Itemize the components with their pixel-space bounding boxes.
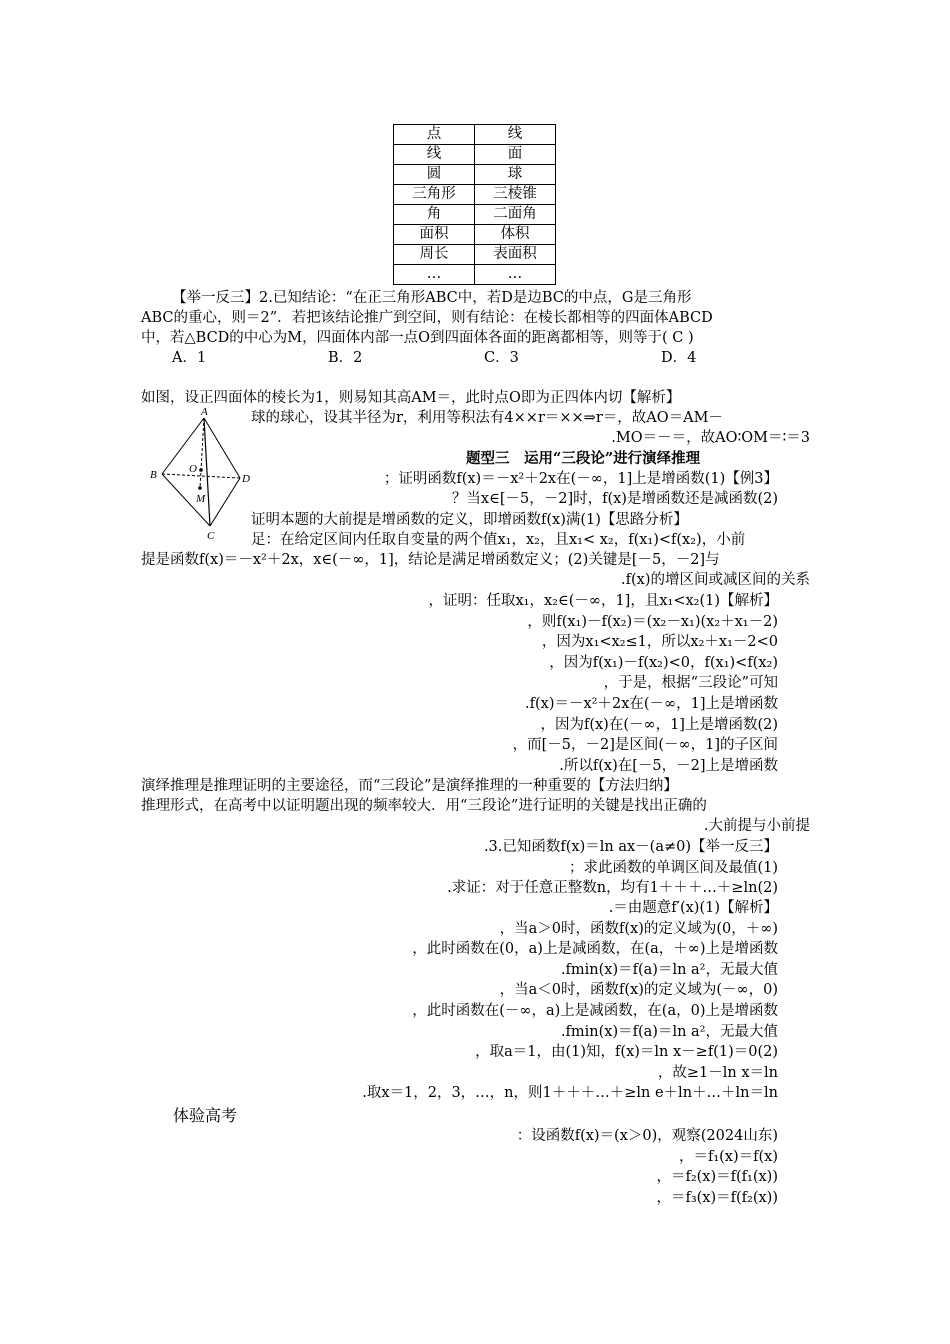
sol2-line2: 球的球心，设其半径为r，利用等积法有4××r＝××⇒r＝，故AO＝AM－ [251, 410, 723, 426]
analysis3-line4: .f(x)的增区间或减区间的关系 [621, 572, 810, 588]
ex2-option-d: D．4 [661, 350, 697, 366]
method-line3: .大前提与小前提 [703, 818, 810, 834]
ex2-option-c: C．3 [484, 350, 519, 366]
figure-label-a: A [201, 406, 208, 418]
analogy-row [394, 245, 556, 265]
sol4-line: ，当a＞0时，函数f(x)的定义域为(0，＋∞) [499, 920, 778, 937]
analogy-row [394, 145, 556, 165]
ex2-line2: ABC的重心，则＝2”．若把该结论推广到空间，则有结论：在棱长都相等的四面体ABCD [141, 310, 713, 326]
exam-line: ，＝f₃(x)＝f(f₂(x)) [656, 1189, 778, 1206]
analogy-plane-cell: 点 [394, 125, 475, 145]
analysis3-line2: 足：在给定区间内任取自变量的两个值x₁，x₂，且x₁< x₂，f(x₁)<f(x₂)，小前 [251, 532, 746, 548]
analogy-space-cell: 球 [475, 165, 556, 185]
analysis3-line3: 提是函数f(x)＝－x²＋2x，x∈(－∞，1]，结论是满足增函数定义；(2)关键是[－5，－2]与 [141, 552, 720, 568]
sol4-line: .取x＝1，2，3，…，n，则1＋＋＋…＋≥ln e＋ln＋…＋ln＝ln [362, 1085, 778, 1102]
sol4-line: .fmin(x)＝f(a)＝ln a²，无最大值 [560, 961, 778, 978]
analogy-space-cell: … [475, 265, 556, 285]
ex2-option-b: B．2 [328, 350, 363, 366]
exam-line: ，＝f₂(x)＝f(f₁(x)) [656, 1169, 778, 1186]
figure-label-c: C [207, 530, 215, 542]
proof3-line: .所以f(x)在[－5，－2]上是增函数 [559, 757, 778, 774]
sol2-line1: 如图，设正四面体的棱长为1，则易知其高AM＝，此时点O即为正四体内切【解析】 [141, 390, 681, 406]
sol4-line: ，取a＝1，由(1)知，f(x)＝ln x－≥f(1)＝0(2) [475, 1044, 778, 1061]
analogy-plane-cell: 线 [394, 145, 475, 165]
figure-label-m: M [196, 493, 206, 505]
ex3-line2: ？当x∈[－5，－2]时，f(x)是增函数还是减函数(2) [451, 491, 778, 507]
analogy-plane-cell: 面积 [394, 225, 475, 245]
analogy-space-cell: 线 [475, 125, 556, 145]
ex2-line3: 中，若△BCD的中心为M，四面体内部一点O到四面体各面的距离都相等，则等于( C ) [141, 330, 694, 346]
analogy-plane-cell: … [394, 265, 475, 285]
exam-line: ：设函数f(x)＝(x＞0)，观察(2024山东) [516, 1128, 778, 1144]
ex4-line: .求证：对于任意正整数n，均有1＋＋＋…＋≥ln(2) [447, 880, 778, 897]
analogy-space-cell: 面 [475, 145, 556, 165]
analogy-space-cell: 表面积 [475, 245, 556, 265]
analogy-space-cell: 二面角 [475, 205, 556, 225]
proof3-line: .f(x)＝－x²＋2x在(－∞，1]上是增函数 [525, 696, 778, 712]
sol4-line: ，当a＜0时，函数f(x)的定义域为(－∞，0) [499, 982, 778, 999]
analogy-row [394, 265, 556, 285]
proof3-line: ，因为x₁<x₂≤1，所以x₂＋x₁－2<0 [541, 634, 778, 651]
ex2-line1: 【举一反三】2.已知结论：“在正三角形ABC中，若D是边BC的中点，G是三角形 [172, 290, 692, 306]
analogy-row [394, 225, 556, 245]
sol2-line3: .MO＝－＝，故AO∶OM＝∶＝3 [611, 430, 810, 446]
analogy-row [394, 185, 556, 205]
ex4-line: ；求此函数的单调区间及最值(1) [568, 859, 778, 876]
analogy-space-cell: 体积 [475, 225, 556, 245]
sol4-line: ，此时函数在(0，a)上是减函数，在(a，＋∞)上是增函数 [412, 941, 778, 958]
ex3-line1: ；证明函数f(x)＝－x²＋2x在(－∞，1]上是增函数(1)【例3】 [383, 471, 778, 487]
ex4-line: .3.已知函数f(x)＝ln ax－(a≠0)【举一反三】 [483, 839, 778, 855]
analogy-plane-cell: 圆 [394, 165, 475, 185]
proof3-line: ，则f(x₁)－f(x₂)＝(x₂－x₁)(x₂＋x₁－2) [527, 613, 778, 630]
proof3-line: ，因为f(x)在(－∞，1]上是增函数(2) [540, 716, 778, 733]
figure-label-b: B [150, 469, 157, 481]
exam-line: ，＝f₁(x)＝f(x) [678, 1148, 778, 1165]
analogy-row [394, 125, 556, 145]
figure-label-o: O [189, 463, 197, 475]
analogy-row [394, 165, 556, 185]
analogy-plane-cell: 角 [394, 205, 475, 225]
sol4-line: .＝由题意f′(x)(1)【解析】 [608, 900, 778, 916]
sol4-line: ，此时函数在(－∞，a)上是减函数，在(a，0)上是增函数 [412, 1003, 778, 1019]
ex2-option-a: A．1 [172, 350, 207, 366]
analogy-row [394, 205, 556, 225]
figure-label-d: D [242, 473, 250, 485]
analysis3-line1: 证明本题的大前提是增函数的定义，即增函数f(x)满(1)【思路分析】 [251, 512, 688, 528]
tetrahedron-figure [142, 402, 254, 542]
method-line1: 演绎推理是推理证明的主要途径，而“三段论”是演绎推理的一种重要的【方法归纳】 [141, 778, 678, 794]
section-exam-title: 体验高考 [173, 1106, 238, 1125]
analogy-plane-cell: 周长 [394, 245, 475, 265]
method-line2: 推理形式，在高考中以证明题出现的频率较大．用“三段论”进行证明的关键是找出正确的 [141, 798, 707, 814]
proof3-line: ，证明：任取x₁，x₂∈(－∞，1]，且x₁<x₂(1)【解析】 [428, 593, 778, 609]
section3-title: 题型三 运用“三段论”进行演绎推理 [466, 450, 701, 467]
analogy-plane-cell: 三角形 [394, 185, 475, 205]
sol4-line: .fmin(x)＝f(a)＝ln a²，无最大值 [560, 1023, 778, 1040]
proof3-line: ，于是，根据“三段论”可知 [603, 675, 778, 692]
analogy-space-cell: 三棱锥 [475, 185, 556, 205]
sol4-line: ，故≥1－ln x＝ln [657, 1064, 778, 1081]
proof3-line: ，因为f(x₁)－f(x₂)<0，f(x₁)<f(x₂) [549, 654, 778, 671]
proof3-line: ，而[－5，－2]是区间(－∞，1]的子区间 [512, 737, 778, 754]
analogy-table [393, 124, 556, 285]
